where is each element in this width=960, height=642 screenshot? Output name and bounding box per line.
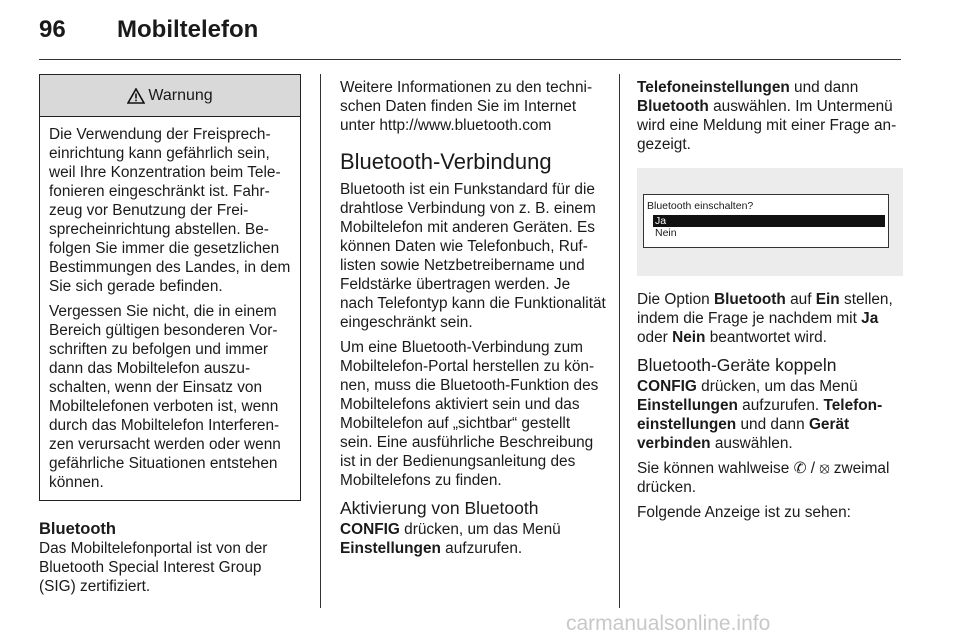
nein-label: Nein [672,329,706,346]
paragraph-aktivierung [340,520,606,558]
config-label: CONFIG [340,521,400,538]
subheading-koppeln: Bluetooth-Geräte koppeln [637,355,837,375]
warning-body [40,117,300,500]
ein-label: Ein [815,291,840,308]
display-dialog [643,194,889,248]
text-segment: drücken, um das Menü [696,378,858,395]
config-label: CONFIG [637,378,697,395]
paragraph-telefoneinstellungen [637,78,903,154]
page-number: 96 [39,16,66,43]
text-segment: stellen, indem die Frage je nachdem mit [637,291,893,327]
text-segment: / [806,460,820,477]
ja-label: Ja [861,310,879,327]
bluetooth-label: Bluetooth [637,98,709,115]
header-rule [39,59,901,60]
page-title: Mobiltelefon [117,16,259,43]
intro-paragraph: Weitere Informationen zu den technischen Daten finden Sie im Internet unter http://www.bluetooth.com [340,79,593,134]
telefoneinstellungen-label: Telefoneinstellungen [637,79,790,96]
paragraph-funkstandard: Bluetooth ist ein Funkstandard für die drahtlose Verbindung von z. B. einem Mobiltelefon mit anderen Geräten. Es können Daten wie Telefonbuch, Ruflisten sowie Netzbetreibername und Feldstärke übertragen werden. Je nach Telefontyp kann die Funktionalität eingeschränkt sein. [340,181,606,331]
bluetooth-text: Das Mobiltelefonportal ist von der Bluetooth Special Interest Group (SIG) zertifiziert. [39,540,268,595]
text-segment: aufzurufen. [737,397,824,414]
text-segment: und dann [736,416,809,433]
warning-paragraph-1: Die Verwendung der Freisprecheinrichtung kann gefährlich sein, weil Ihre Konzentration beim Telefonieren eingeschränkt ist. Fahrzeug vor Benutzung der Freisprecheinrichtung abstellen. Befolgen Sie immer die gesetzlichen Bestimmungen des Landes, in dem Sie sich gerade befinden. [49,126,291,295]
bluetooth-heading: Bluetooth [39,520,116,538]
text-segment: aufzurufen. [440,540,523,557]
paragraph-zweimal [637,459,903,497]
display-option-nein: Nein [655,227,677,239]
section-heading: Bluetooth-Verbindung [340,149,552,174]
subheading-aktivierung: Aktivierung von Bluetooth [340,498,539,518]
watermark: carmanualsonline.info [566,612,771,635]
paragraph-verbindung: Um eine Bluetooth-Verbindung zum Mobiltelefon-Portal herstellen zu können, muss die Bluetooth-Funktion des Mobiltelefons aktiviert sein und das Mobiltelefon auf „sichtbar“ gestellt sein. Eine ausführliche Beschreibung ist in der Bedienungsanleitung des Mobiltelefons zu finden. [340,339,599,489]
warning-icon [127,88,145,104]
display-option-ja: Ja [653,215,885,227]
text-segment: auswählen. Im Untermenü wird eine Meldung mit einer Frage angezeigt. [637,98,897,153]
column-1 [39,74,301,602]
text-segment: auf [785,291,816,308]
text-segment: auswählen. [710,435,793,452]
bluetooth-label: Bluetooth [714,291,786,308]
geraet-verbinden-label: Gerät verbinden [637,416,850,452]
einstellungen-label: Einstellungen [637,397,738,414]
text-segment: beantwortet wird. [705,329,827,346]
display-screenshot [637,168,903,276]
column-divider-1 [320,74,321,608]
paragraph-koppeln [637,377,903,453]
paragraph-option [637,290,903,347]
phone-icon: ✆ [793,460,807,477]
warning-header [40,75,300,117]
column-3 [637,78,903,528]
paragraph-anzeige: Folgende Anzeige ist zu sehen: [637,504,851,521]
text-segment: oder [637,329,673,346]
page-header [0,0,960,60]
text-segment: Die Option [637,291,714,308]
telefoneinstellungen-label: Telefoneinstellungen [637,397,883,433]
column-divider-2 [619,74,620,608]
mute-icon: ⦻ [819,460,830,477]
warning-box [39,74,301,501]
display-question: Bluetooth einschalten? [647,200,754,212]
text-segment: und dann [789,79,859,96]
column-2 [340,78,606,564]
text-segment: zweimal drücken. [637,460,890,496]
text-segment: drücken, um das Menü [399,521,561,538]
warning-heading: Warnung [148,87,213,104]
text-segment: Sie können wahlweise [637,460,794,477]
warning-paragraph-2: Vergessen Sie nicht, die in einem Bereich gültigen besonderen Vorschriften zu befolgen und immer dann das Mobiltelefon auszuschalten, wenn der Einsatz von Mobiltelefonen verboten ist, wenn durch das Mobiltelefon Interferenzen verursacht werden oder wenn gefährliche Situationen entstehen können. [49,303,281,491]
einstellungen-label: Einstellungen [340,540,441,557]
